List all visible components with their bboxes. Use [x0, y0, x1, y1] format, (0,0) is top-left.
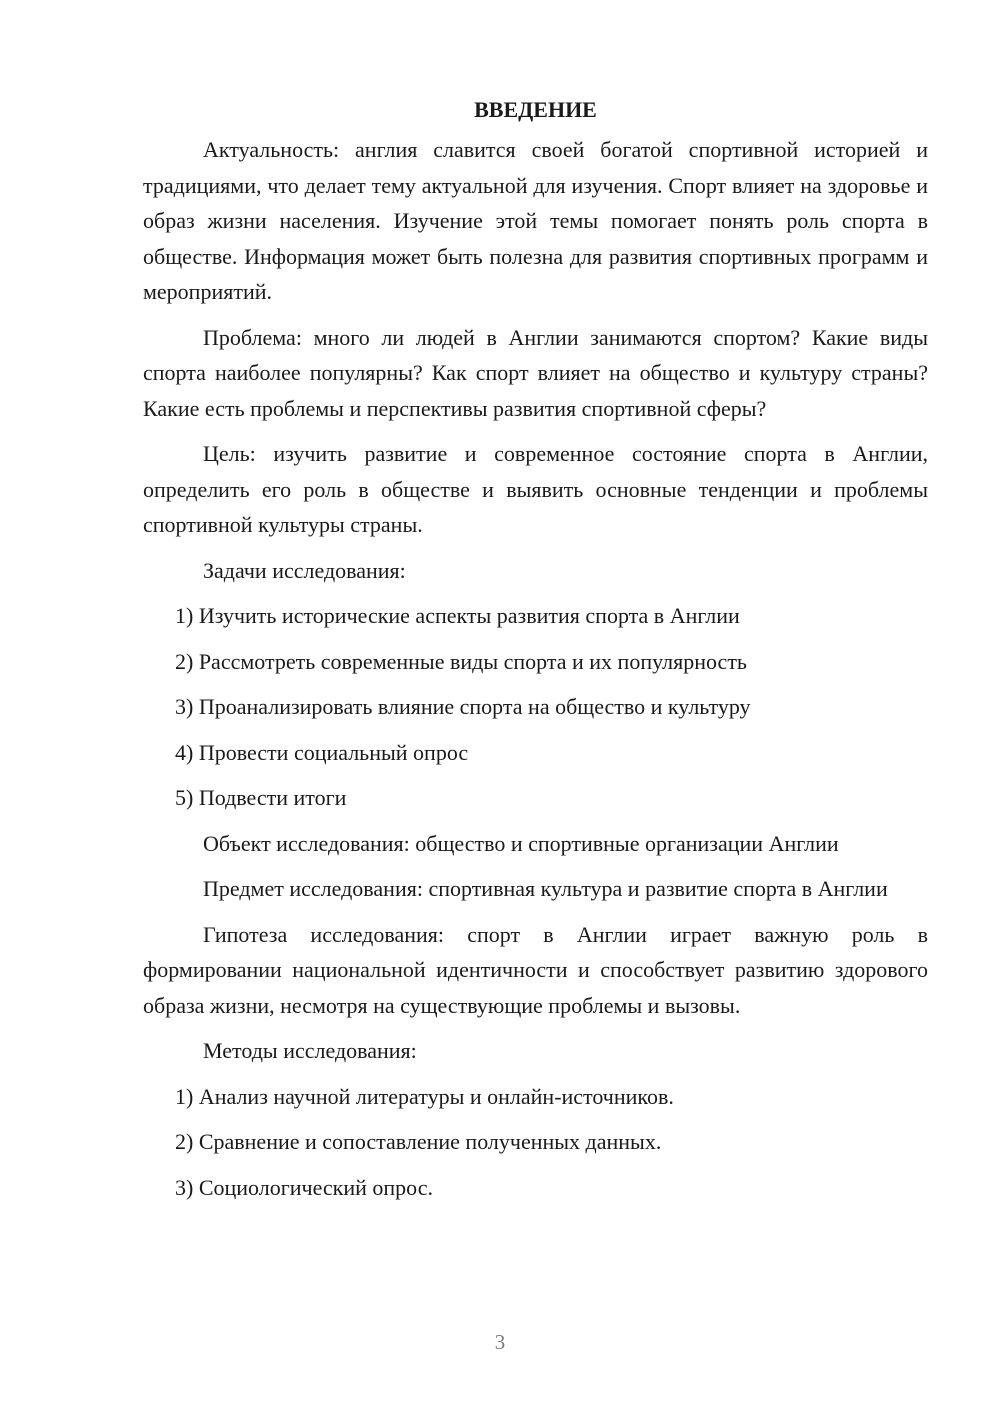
section-heading: ВВЕДЕНИЕ — [474, 97, 597, 122]
methods-list — [143, 1079, 928, 1206]
relevance-paragraph: Актуальность: англия славится своей богатой спортивной историей и традициями, что делает тему актуальной для изучения. Спорт влияет на здоровье и образ жизни населения. Изучение этой темы помогает понять роль спорта в обществе. Информация может быть полезна для развития спортивных программ и мероприятий. — [143, 137, 928, 304]
tasks-list — [143, 598, 928, 816]
problem-paragraph: Проблема: много ли людей в Англии занимаются спортом? Какие виды спорта наиболее популярны? Как спорт влияет на общество и культуру страны? Какие есть проблемы и перспективы развития спортивной сферы? — [143, 324, 928, 421]
document-page — [143, 92, 928, 1215]
method-item: 1) Анализ научной литературы и онлайн-источников. — [175, 1083, 674, 1109]
task-item: 4) Провести социальный опрос — [175, 739, 469, 765]
tasks-label: Задачи исследования: — [203, 557, 406, 583]
subject-paragraph: Предмет исследования: спортивная культура и развитие спорта в Англии — [203, 876, 888, 901]
goal-paragraph: Цель: изучить развитие и современное состояние спорта в Англии, определить его роль в обществе и выявить основные тенденции и проблемы спортивной культуры страны. — [143, 441, 928, 537]
task-item: 5) Подвести итоги — [175, 785, 347, 810]
method-item: 3) Социологический опрос. — [175, 1174, 433, 1200]
task-item: 1) Изучить исторические аспекты развития спорта в Англии — [175, 603, 740, 628]
hypothesis-paragraph: Гипотеза исследования: спорт в Англии играет важную роль в формировании национальной идентичности и способствует развитию здорового образа жизни, несмотря на существующие проблемы и вызовы. — [143, 921, 928, 1018]
methods-label: Методы исследования: — [203, 1038, 417, 1063]
task-item: 3) Проанализировать влияние спорта на общество и культуру — [175, 694, 751, 719]
task-item: 2) Рассмотреть современные виды спорта и их популярность — [175, 648, 747, 674]
page-number: 3 — [494, 1330, 506, 1354]
object-line: Объект исследования: общество и спортивные организации Англии — [203, 830, 839, 856]
method-item: 2) Сравнение и сопоставление полученных данных. — [175, 1129, 662, 1154]
